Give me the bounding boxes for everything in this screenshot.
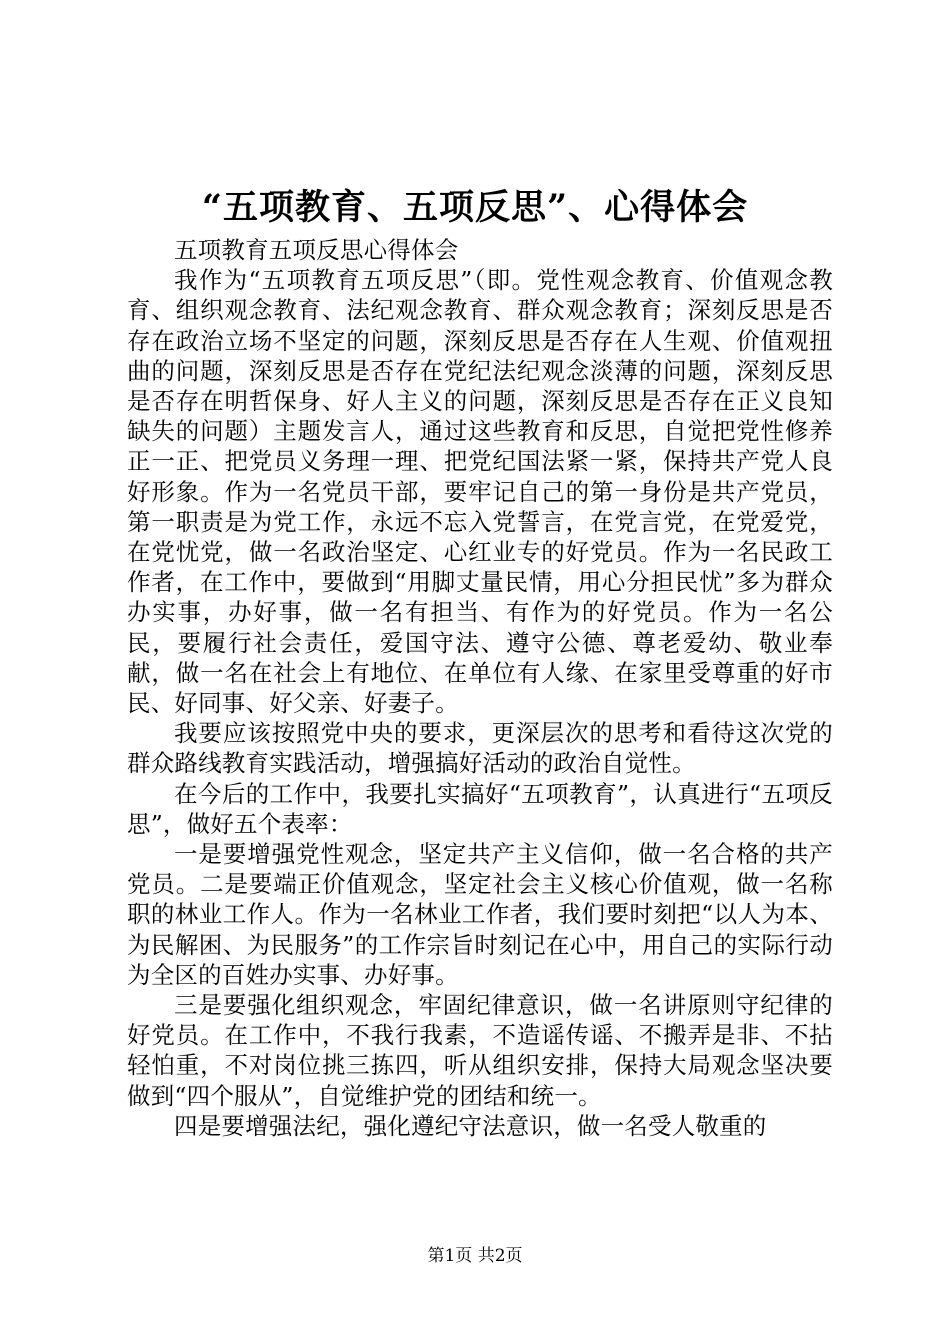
paragraph: 四是要增强法纪，强化遵纪守法意识，做一名受人敬重的 xyxy=(174,1111,767,1140)
paragraph: 我要应该按照党中央的要求，更深层次的思考和看待这次党的群众路线教育实践活动，增强搞好活动的政治自觉性。 xyxy=(127,719,833,778)
page-number-footer: 第1页 共2页 xyxy=(427,1246,523,1266)
paragraph: 一是要增强党性观念，坚定共产主义信仰，做一名合格的共产党员。二是要端正价值观念，坚定社会主义核心价值观，做一名称职的林业工作人。作为一名林业工作者，我们要时刻把“以人为本、为民解困、为民服务”的工作宗旨时刻记在心中，用自己的实际行动为全区的百姓办实事、办好事。 xyxy=(127,840,833,989)
document-title: “五项教育、五项反思”、心得体会 xyxy=(201,187,749,228)
paragraph: 在今后的工作中，我要扎实搞好“五项教育”，认真进行“五项反思”，做好五个表率： xyxy=(127,779,833,838)
paragraph: 三是要强化组织观念，牢固纪律意识，做一名讲原则守纪律的好党员。在工作中，不我行我素，不造谣传谣、不搬弄是非、不拈轻怕重，不对岗位挑三拣四，听从组织安排，保持大局观念坚决要做到“四个服从”，自觉维护党的团结和统一。 xyxy=(127,991,833,1110)
document-subtitle: 五项教育五项反思心得体会 xyxy=(174,236,459,264)
document-body xyxy=(127,235,833,1141)
paragraph: 我作为“五项教育五项反思”（即。党性观念教育、价值观念教育、组织观念教育、法纪观念教育、群众观念教育；深刻反思是否存在政治立场不坚定的问题，深刻反思是否存在人生观、价值观扭曲的问题，深刻反思是否存在党纪法纪观念淡薄的问题，深刻反思是否存在明哲保身、好人主义的问题，深刻反思是否存在正义良知缺失的问题）主题发言人，通过这些教育和反思，自觉把党性修养正一正、把党员义务理一理、把党纪国法紧一紧，保持共产党人良好形象。作为一名党员干部，要牢记自己的第一身份是共产党员，第一职责是为党工作，永远不忘入党誓言，在党言党，在党爱党，在党忧党，做一名政治坚定、心红业专的好党员。作为一名民政工作者，在工作中，要做到“用脚丈量民情，用心分担民忧”多为群众办实事，办好事，做一名有担当、有作为的好党员。作为一名公民，要履行社会责任，爱国守法、遵守公德、尊老爱幼、敬业奉献，做一名在社会上有地位、在单位有人缘、在家里受尊重的好市民、好同事、好父亲、好妻子。 xyxy=(127,266,833,718)
